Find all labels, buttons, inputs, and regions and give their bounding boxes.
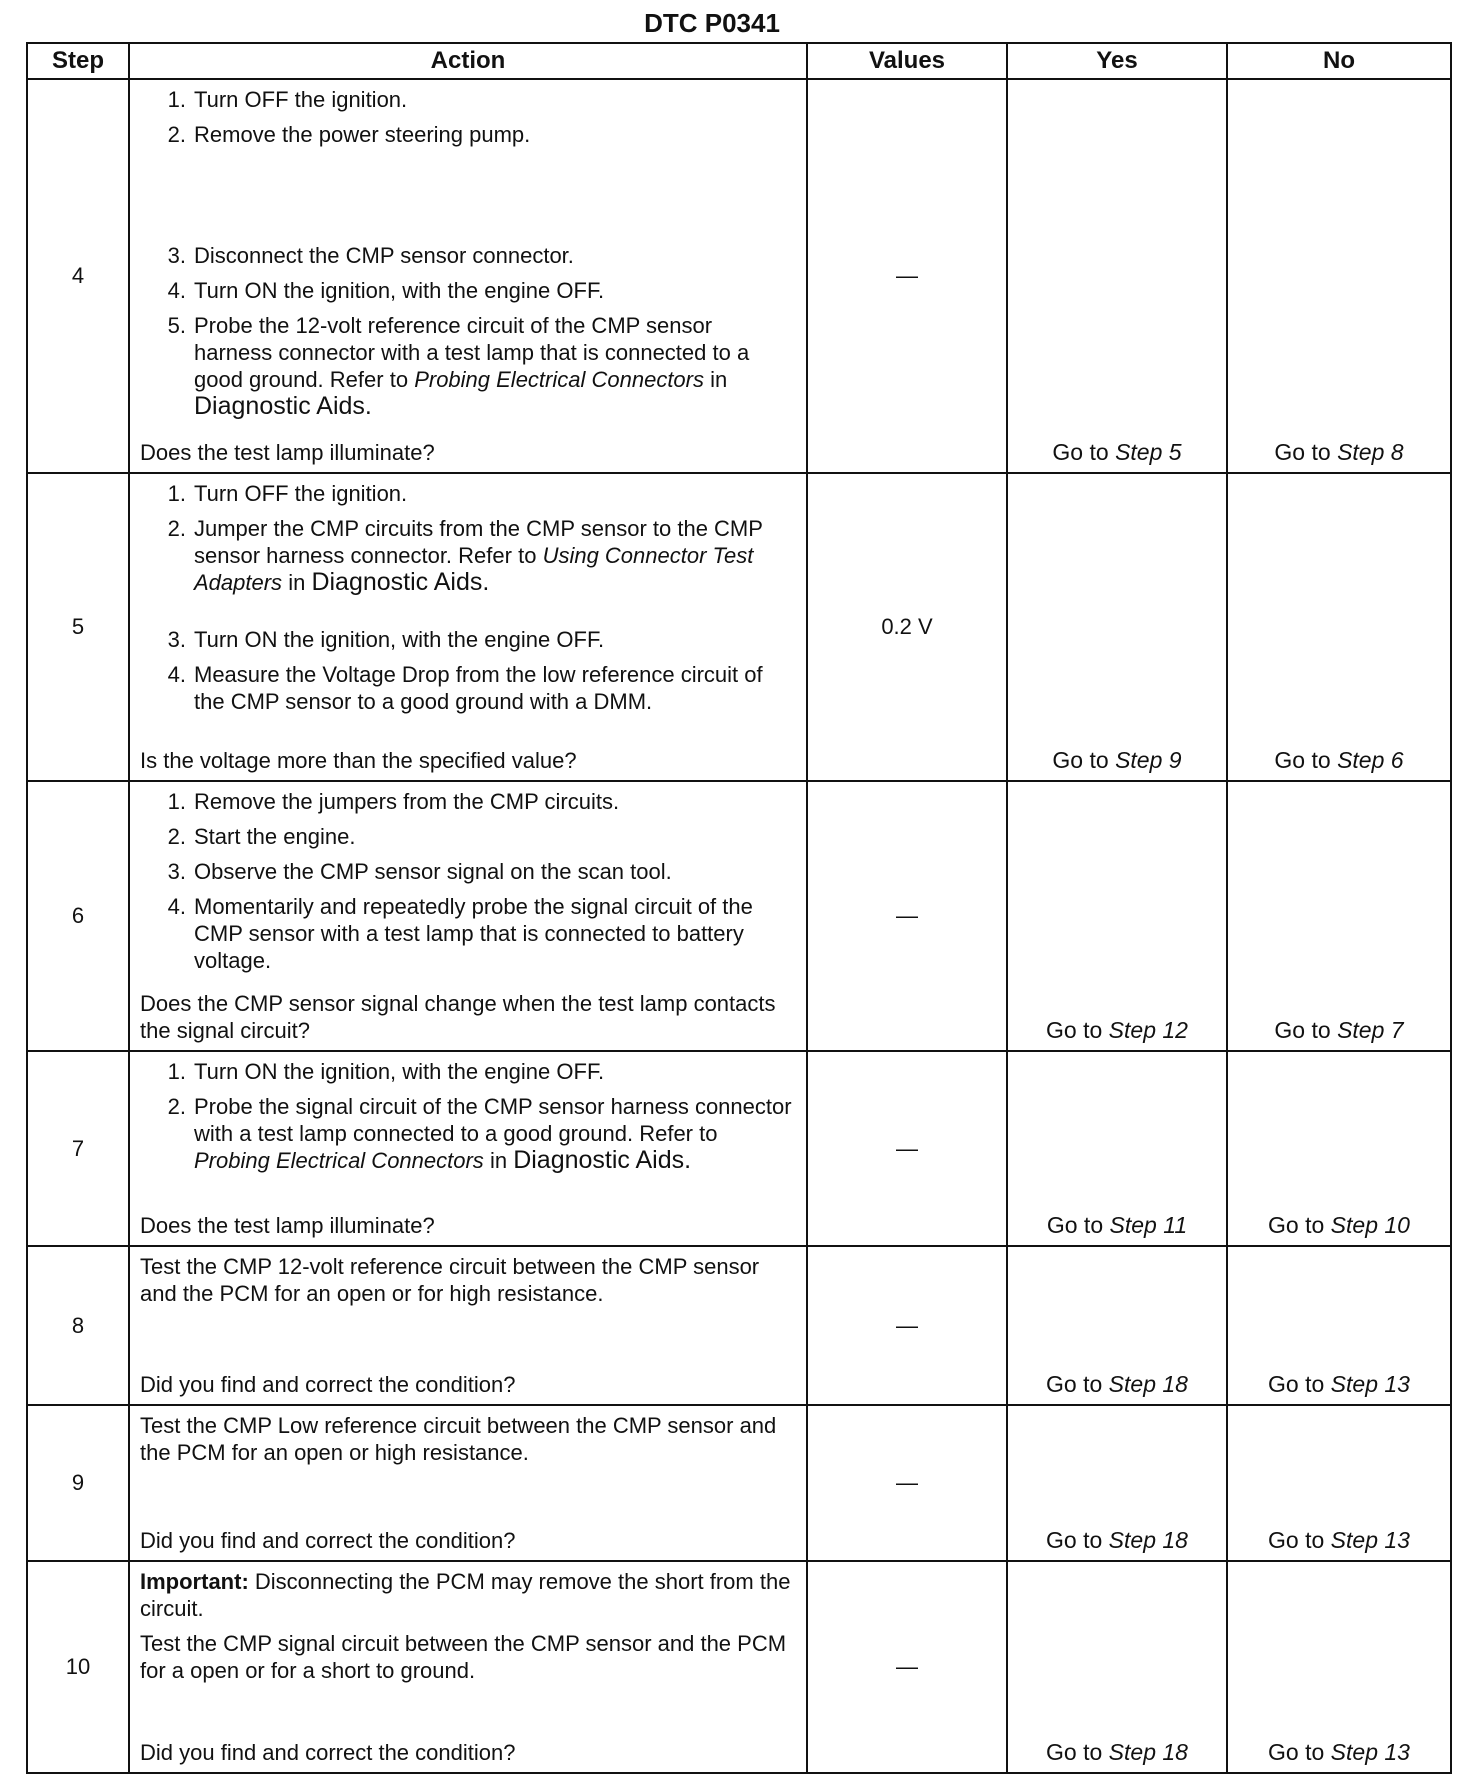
list-item: 1. Turn OFF the ignition. bbox=[167, 87, 408, 112]
list-item: 4. Momentarily and repeatedly probe the signal circuit of the CMP sensor with a test lamp that is connected to battery voltage. bbox=[167, 894, 753, 974]
list-item: 1. Turn OFF the ignition. bbox=[167, 480, 408, 506]
list-item: 2. Probe the signal circuit of the CMP sensor harness connector with a test lamp connected to a good ground. Refer to Probing Electrical Connectors in Diagnostic Aids. bbox=[167, 1093, 792, 1174]
yes-cell: Go to Step 18 bbox=[1007, 1246, 1227, 1404]
table-row-step-10 bbox=[27, 1561, 1451, 1773]
step-number: 9 bbox=[27, 1405, 129, 1561]
question-text: Did you find and correct the condition? bbox=[140, 1740, 516, 1765]
yes-cell: Go to Step 18 bbox=[1007, 1561, 1227, 1773]
important-note: Important: Disconnecting the PCM may remove the short from the circuit. bbox=[140, 1569, 791, 1622]
step-number: 6 bbox=[27, 781, 129, 1050]
question-text: Did you find and correct the condition? bbox=[140, 1528, 516, 1554]
table-row-step-9 bbox=[27, 1405, 1451, 1561]
action-cell bbox=[129, 781, 807, 1050]
header-step: Step bbox=[27, 43, 129, 79]
value-cell: — bbox=[807, 781, 1007, 1050]
list-item: 4. Turn ON the ignition, with the engine OFF. bbox=[167, 278, 605, 303]
step-number: 5 bbox=[27, 473, 129, 782]
diagnostic-aids-reference: Diagnostic Aids. bbox=[311, 567, 490, 596]
diagnostic-aids-reference: Diagnostic Aids. bbox=[194, 392, 372, 420]
action-cell bbox=[129, 79, 807, 473]
reference-link: Using Connector Test Adapters bbox=[194, 542, 754, 595]
table-header-row bbox=[27, 43, 1451, 79]
action-cell bbox=[129, 1246, 807, 1404]
list-item: 2. Jumper the CMP circuits from the CMP sensor to the CMP sensor harness connector. Refer to Using Connector Test Adapters in Diagnostic Aids. bbox=[167, 515, 763, 596]
question-text: Does the test lamp illuminate? bbox=[140, 1213, 435, 1239]
table-row-step-4 bbox=[27, 79, 1451, 473]
yes-cell: Go to Step 5 bbox=[1007, 79, 1227, 473]
list-item: 5. Probe the 12-volt reference circuit of the CMP sensor harness connector with a test lamp that is connected to a good ground. Refer to Probing Electrical Connectors in Diagnostic Aids. bbox=[167, 313, 750, 420]
value-cell: — bbox=[807, 1405, 1007, 1561]
no-cell: Go to Step 6 bbox=[1227, 473, 1451, 782]
important-label: Important: bbox=[140, 1569, 249, 1595]
list-item: 1. Remove the jumpers from the CMP circuits. bbox=[167, 789, 620, 815]
no-cell: Go to Step 13 bbox=[1227, 1246, 1451, 1404]
reference-link: Probing Electrical Connectors bbox=[194, 1147, 484, 1173]
value-cell: 0.2 V bbox=[807, 473, 1007, 782]
header-values: Values bbox=[807, 43, 1007, 79]
reference-link: Probing Electrical Connectors bbox=[414, 367, 704, 392]
list-item: 4. Measure the Voltage Drop from the low reference circuit of the CMP sensor to a good ground with a DMM. bbox=[167, 661, 763, 714]
header-no: No bbox=[1227, 43, 1451, 79]
action-cell bbox=[129, 1051, 807, 1246]
list-item: 2. Start the engine. bbox=[167, 824, 356, 850]
list-item: 1. Turn ON the ignition, with the engine OFF. bbox=[167, 1058, 605, 1084]
table-row-step-8 bbox=[27, 1246, 1451, 1404]
action-cell bbox=[129, 1405, 807, 1561]
value-cell: — bbox=[807, 79, 1007, 473]
diagnostic-table bbox=[26, 42, 1452, 1774]
question-text: Did you find and correct the condition? bbox=[140, 1371, 516, 1397]
list-item: 2. Remove the power steering pump. bbox=[167, 122, 531, 147]
instruction-text: Test the CMP Low reference circuit between the CMP sensor and the PCM for an open or high resistance. bbox=[140, 1412, 777, 1465]
no-cell: Go to Step 10 bbox=[1227, 1051, 1451, 1246]
blank-space bbox=[140, 156, 794, 242]
value-cell: — bbox=[807, 1051, 1007, 1246]
action-cell bbox=[129, 473, 807, 782]
instruction-text: Test the CMP signal circuit between the CMP sensor and the PCM for a open or for a short to ground. bbox=[140, 1631, 787, 1684]
page-title: DTC P0341 bbox=[644, 8, 780, 38]
step-number: 8 bbox=[27, 1246, 129, 1404]
yes-cell: Go to Step 12 bbox=[1007, 781, 1227, 1050]
value-cell: — bbox=[807, 1561, 1007, 1773]
step-number: 4 bbox=[27, 79, 129, 473]
step-number: 7 bbox=[27, 1051, 129, 1246]
no-cell: Go to Step 8 bbox=[1227, 79, 1451, 473]
instruction-text: Test the CMP 12-volt reference circuit between the CMP sensor and the PCM for an open or for high resistance. bbox=[140, 1254, 760, 1307]
question-text: Does the CMP sensor signal change when the test lamp contacts the signal circuit? bbox=[140, 990, 776, 1043]
no-cell: Go to Step 7 bbox=[1227, 781, 1451, 1050]
header-yes: Yes bbox=[1007, 43, 1227, 79]
list-item: 3. Observe the CMP sensor signal on the scan tool. bbox=[167, 859, 672, 885]
no-cell: Go to Step 13 bbox=[1227, 1561, 1451, 1773]
diagnostic-aids-reference: Diagnostic Aids. bbox=[513, 1145, 692, 1174]
header-action: Action bbox=[129, 43, 807, 79]
yes-cell: Go to Step 11 bbox=[1007, 1051, 1227, 1246]
value-cell: — bbox=[807, 1246, 1007, 1404]
question-text: Is the voltage more than the specified value? bbox=[140, 748, 577, 774]
list-item: 3. Turn ON the ignition, with the engine OFF. bbox=[167, 626, 605, 652]
step-number: 10 bbox=[27, 1561, 129, 1773]
table-row-step-5 bbox=[27, 473, 1451, 782]
action-cell bbox=[129, 1561, 807, 1773]
table-row-step-6 bbox=[27, 781, 1451, 1050]
question-text: Does the test lamp illuminate? bbox=[140, 439, 435, 465]
list-item: 3. Disconnect the CMP sensor connector. bbox=[167, 243, 574, 268]
yes-cell: Go to Step 18 bbox=[1007, 1405, 1227, 1561]
no-cell: Go to Step 13 bbox=[1227, 1405, 1451, 1561]
yes-cell: Go to Step 9 bbox=[1007, 473, 1227, 782]
blank-space bbox=[140, 604, 794, 626]
table-row-step-7 bbox=[27, 1051, 1451, 1246]
